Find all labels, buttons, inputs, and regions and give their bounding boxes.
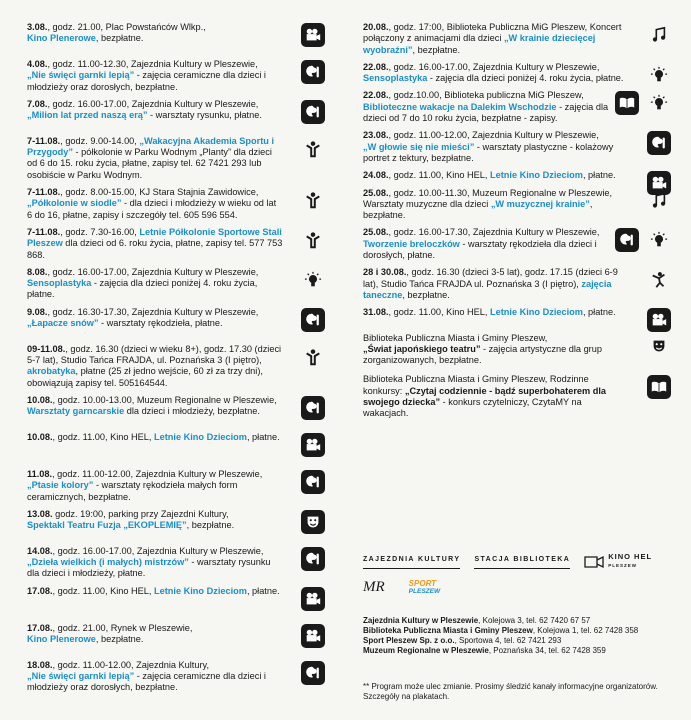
note-item: Biblioteka Publiczna Miasta i Gminy Pleszew, Rodzinne konkursy: „Czytaj codziennie - bądź superbohaterem dla swojego dziecka” - konkurs czytelniczy, CzytaMY na wakacjach. [363,374,673,419]
open-book-icon [647,375,671,399]
music-note-icon [647,23,671,47]
stacja-logo: STACJA BIBLIOTEKA [474,554,570,568]
event-item: 23.08., godz. 11.00-12.00, Zajezdnia Kultury w Pleszewie, „W głowie się nie mieści” - warsztaty plastyczne - kolażowy portret z tektury, bezpłatne. [363,130,673,164]
open-book-icon [615,91,639,115]
event-item: 7-11.08., godz. 7.30-16.00, Letnie Półkolonie Sportowe Stali Pleszew dla dzieci od 6. roku życia, płatne, zapisy tel. 577 753 868. [27,227,327,261]
event-item: 4.08., godz. 11.00-12.30, Zajezdnia Kultury w Pleszewie, „Nie święci garnki lepią” - zajęcia ceramiczne dla dzieci i młodzieży oraz dorosłych, bezpłatne. [27,59,327,93]
event-item: 11.08., godz. 11.00-12.00, Zajezdnia Kultury w Pleszewie, „Ptasie kolory” - warsztaty rękodzieła małych form ceramicznych, bezpłatne. [27,469,327,503]
palette-brush-icon [301,547,325,571]
film-camera-icon [301,433,325,457]
film-camera-icon [301,624,325,648]
contact-line: Biblioteka Publiczna Miasta i Gminy Pleszew, Kolejowa 1, tel. 62 7428 358 [363,626,639,635]
footnote: ** Program może ulec zmianie. Prosimy śledzić kanały informacyjne organizatorów. Szczegóły na plakatach. [363,682,658,701]
palette-brush-icon [647,131,671,155]
person-icon [301,188,325,212]
palette-brush-icon [301,100,325,124]
person-icon [301,228,325,252]
event-item: 20.08., godz. 17:00, Biblioteka Publiczna MiG Pleszew, Koncert połączony z animacjami dla dzieci „W krainie dziecięcej wyobraźni”, bezpłatne. [363,22,673,56]
palette-brush-icon [301,308,325,332]
right-column [363,22,673,420]
event-item: 7-11.08., godz. 8.00-15.00, KJ Stara Stajnia Zawidowice, „Półkolonie w siodle” - dla dzieci i młodzieży w wieku od lat 6 do 16, płatne, zapisy i szczegóły tel. 605 596 554. [27,187,327,221]
event-item: 10.08., godz. 10.00-13.00, Muzeum Regionalne w Pleszewie, Warsztaty garncarskie dla dzieci i młodzieży, bezpłatne. [27,395,327,426]
contacts-list [363,616,683,656]
film-camera-icon [647,308,671,332]
left-column [27,22,327,700]
event-item: 9.08., godz. 16.30-17.30, Zajezdnia Kultury w Pleszewie, „Łapacze snów” - warsztaty rękodzieła, płatne. [27,307,327,338]
dancer-icon [647,268,671,292]
event-item: 31.08., godz. 11.00, Kino HEL, Letnie Kino Dzieciom, płatne. [363,307,673,318]
lightbulb-icon [301,268,325,292]
lightbulb-icon [647,228,671,252]
event-item: 7.08., godz. 16.00-17.00, Zajezdnia Kultury w Pleszewie, „Milion lat przed naszą erą” - warsztaty rysunku, płatne. [27,99,327,130]
lightbulb-icon [647,91,671,115]
contact-line: Sport Pleszew Sp. z o.o., Sportowa 4, tel. 62 7421 293 [363,636,562,645]
event-item: 24.08., godz. 11.00, Kino HEL, Letnie Kino Dzieciom, płatne. [363,170,673,181]
event-item: 8.08., godz. 16.00-17.00, Zajezdnia Kultury w Pleszewie, Sensoplastyka - zajęcia dla dzieci poniżej 4. roku życia, płatne. [27,267,327,301]
contact-line: Muzeum Regionalne w Pleszewie, Poznańska 34, tel. 62 7428 359 [363,646,606,655]
person-icon [301,137,325,161]
palette-brush-icon [615,228,639,252]
kino-hel-logo: KINO HEL PLESZEW [584,553,652,570]
event-item: 17.08., godz. 21.00, Rynek w Pleszewie, Kino Plenerowe, bezpłatne. [27,623,327,654]
theatre-mask-icon [301,510,325,534]
note-item: Biblioteka Publiczna Miasta i Gminy Pleszew, „Świat japońskiego teatru” - zajęcia artystyczne dla grup zorganizowanych, bezpłatne. [363,333,673,367]
lightbulb-icon [647,63,671,87]
muzeum-logo: MR [363,579,385,596]
contact-line: Zajezdnia Kultury w Pleszewie, Kolejowa 3, tel. 62 7420 67 57 [363,616,591,625]
person-icon [301,345,325,369]
event-item: 18.08., godz. 11.00-12.00, Zajezdnia Kultury, „Nie święci garnki lepią” - zajęcia ceramiczne dla dzieci i młodzieży oraz dorosłych, bezpłatne. [27,660,327,694]
event-item: 17.08., godz. 11.00, Kino HEL, Letnie Kino Dzieciom, płatne. [27,586,327,617]
event-item: 28 i 30.08., godz. 16.30 (dzieci 3-5 lat), godz. 17.15 (dzieci 6-9 lat), Studio Tańca FRAJDA ul. Poznańska 3 (I piętro), zajęcia taneczne, bezpłatne. [363,267,673,301]
palette-brush-icon [301,60,325,84]
event-item: 13.08. godz. 19:00, parking przy Zajezdni Kultury, Spektakl Teatru Fuzja „EKOPLEMIĘ”, bezpłatne. [27,509,327,540]
zajezdnia-logo: ZAJEZDNIA KULTURY [363,554,460,568]
event-item: 09-11.08., godz. 16.30 (dzieci w wieku 8+), godz. 17.30 (dzieci 5-7 lat), Studio Tańca FRAJDA, ul. Poznańska 3 (I piętro), akrobatyka, płatne (25 zł jedno wejście, 60 zł za trzy dni), obowiązują zapisy tel. 505164544. [27,344,327,389]
event-item: 25.08., godz. 10.00-11.30, Muzeum Regionalne w Pleszewie, Warsztaty muzyczne dla dzieci „W muzycznej krainie”, bezpłatne. [363,188,673,222]
palette-brush-icon [301,661,325,685]
event-item: 14.08., godz. 16.00-17.00, Zajezdnia Kultury w Pleszewie, „Dzieła wielkich (i małych) mistrzów” - warsztaty rysunku dla dzieci i młodzieży, płatne. [27,546,327,580]
film-camera-icon [301,23,325,47]
film-camera-icon [301,587,325,611]
kino-hel-symbol-icon [584,555,604,569]
music-note-icon [647,189,671,213]
event-item: 7-11.08., godz. 9.00-14.00, „Wakacyjna Akademia Sportu i Przygody” - półkolonie w Parku Wodnym „Planty” dla dzieci od 6 do 15. roku życia, płatne, zapisy tel. 62 7421 293 lub osobiście w Parku Wodnym. [27,136,327,181]
palette-brush-icon [301,396,325,420]
event-item: 3.08., godz. 21.00, Plac Powstańców Wlkp., Kino Plenerowe, bezpłatne. [27,22,327,53]
sponsor-logos [363,553,663,606]
event-item: 25.08., godz. 16.00-17.30, Zajezdnia Kultury w Pleszewie, Tworzenie breloczków - warsztaty rękodzieła dla dzieci i dorosłych, płatne. [363,227,673,261]
event-item: 10.08., godz. 11.00, Kino HEL, Letnie Kino Dzieciom, płatne. [27,432,327,463]
event-item: 22.08., godz.10.00, Biblioteka publiczna MiG Pleszew, Biblioteczne wakacje na Dalekim Wschodzie - zajęcia dla dzieci od 7 do 10 roku życia, bezpłatne - zapisy. [363,90,673,124]
theatre-mask-icon [647,334,671,358]
sport-pleszew-logo: SPORT PLESZEW [408,579,441,595]
palette-brush-icon [301,470,325,494]
event-item: 22.08., godz. 16.00-17.00, Zajezdnia Kultury w Pleszewie, Sensoplastyka - zajęcia dla dzieci poniżej 4. roku życia, płatne. [363,62,673,85]
